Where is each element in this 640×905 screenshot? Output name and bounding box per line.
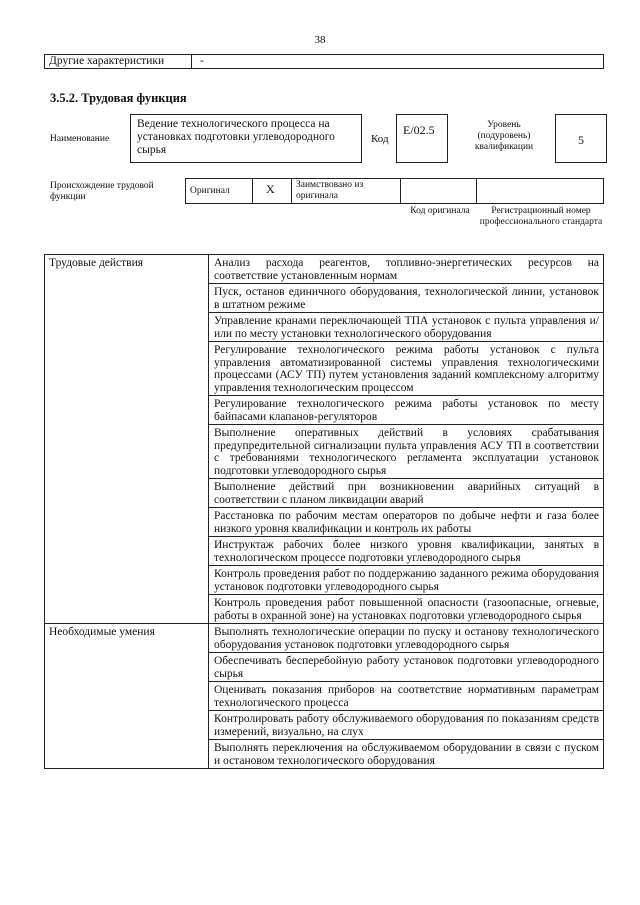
code-label: Код xyxy=(371,133,389,145)
labor-actions-item: Регулирование технологического режима работы установок по месту байпасами клапанов-регуляторов xyxy=(209,396,604,425)
other-characteristics-value: - xyxy=(200,55,204,67)
labor-actions-item: Контроль проведения работ по поддержанию заданного режима оборудования установок подготовки углеводородного сырья xyxy=(209,566,604,595)
qualification-level-value-box: 5 xyxy=(555,114,607,163)
code-value-box: E/02.5 xyxy=(396,114,448,163)
required-skills-item: Выполнять переключения на обслуживаемом оборудовании в связи с пуском и остановом технологического оборудования xyxy=(209,740,604,769)
name-value-box: Ведение технологического процесса на установках подготовки углеводородного сырья xyxy=(130,114,362,163)
origin-original-mark: X xyxy=(266,182,275,196)
labor-actions-item: Регулирование технологического режима работы установок с пульта управления автоматизированной системы управления технологическими процессами (АСУ ТП) путем установления заданий комплексному алгоритму управления технологическим процессом xyxy=(209,342,604,396)
labor-actions-label: Трудовые действия xyxy=(45,255,209,624)
labor-actions-item: Контроль проведения работ повышенной опасности (газоопасные, огневые, работы в охранной зоне) на установках подготовки углеводородного сырья xyxy=(209,595,604,624)
required-skills-item: Оценивать показания приборов на соответствие нормативным параметрам технологического процесса xyxy=(209,682,604,711)
other-characteristics-row xyxy=(44,54,604,69)
labor-actions-item: Анализ расхода реагентов, топливно-энергетических ресурсов на соответствие установленным нормам xyxy=(209,255,604,284)
origin-row xyxy=(185,178,605,204)
qualification-level-label: Уровень (подуровень) квалификации xyxy=(474,120,534,152)
origin-label: Происхождение трудовой функции xyxy=(50,181,154,202)
required-skills-row xyxy=(45,624,604,653)
origin-original-cell xyxy=(185,178,253,204)
origin-borrowed-label: Заимствовано из оригинала xyxy=(296,180,364,201)
other-characteristics-label: Другие характеристики xyxy=(45,55,192,68)
labor-actions-item: Расстановка по рабочим местам операторов по добыче нефти и газа более низкого уровня квалификации и контроль их работы xyxy=(209,508,604,537)
labor-actions-item: Инструктаж рабочих более низкого уровня квалификации, занятых в технологическом процессе подготовки углеводородного сырья xyxy=(209,537,604,566)
origin-reg-number-cell xyxy=(476,178,604,204)
required-skills-item: Выполнять технологические операции по пуску и останову технологического оборудования установок подготовки углеводородного сырья xyxy=(209,624,604,653)
name-label: Наименование xyxy=(50,134,110,144)
code-original-caption: Код оригинала xyxy=(410,206,470,216)
function-details-table xyxy=(44,254,604,769)
required-skills-item: Обеспечивать бесперебойную работу установок подготовки углеводородного сырья xyxy=(209,653,604,682)
required-skills-label: Необходимые умения xyxy=(45,624,209,769)
labor-actions-item: Выполнение оперативных действий в условиях срабатывания предупредительной сигнализации пульта управления АСУ ТП в соответствии с требованиями технологического регламента эксплуатации установок подготовки углеводородного сырья xyxy=(209,425,604,479)
labor-actions-item: Пуск, останов единичного оборудования, технологической линии, установок в штатном режиме xyxy=(209,284,604,313)
origin-original-mark-cell xyxy=(252,178,292,204)
labor-actions-row xyxy=(45,255,604,284)
section-title: 3.5.2. Трудовая функция xyxy=(50,91,187,105)
origin-code-cell xyxy=(400,178,477,204)
page-number: 38 xyxy=(314,34,326,46)
origin-original-label: Оригинал xyxy=(190,186,230,196)
reg-number-caption: Регистрационный номер профессионального стандарта xyxy=(479,206,603,227)
labor-actions-item: Управление кранами переключающей ТПА установок с пульта управления и/или по месту установки технологического оборудования xyxy=(209,313,604,342)
required-skills-item: Контролировать работу обслуживаемого оборудования по показаниям средств измерений, визуально, на слух xyxy=(209,711,604,740)
origin-borrowed-cell xyxy=(291,178,401,204)
labor-actions-item: Выполнение действий при возникновении аварийных ситуаций в соответствии с планом ликвидации аварий xyxy=(209,479,604,508)
